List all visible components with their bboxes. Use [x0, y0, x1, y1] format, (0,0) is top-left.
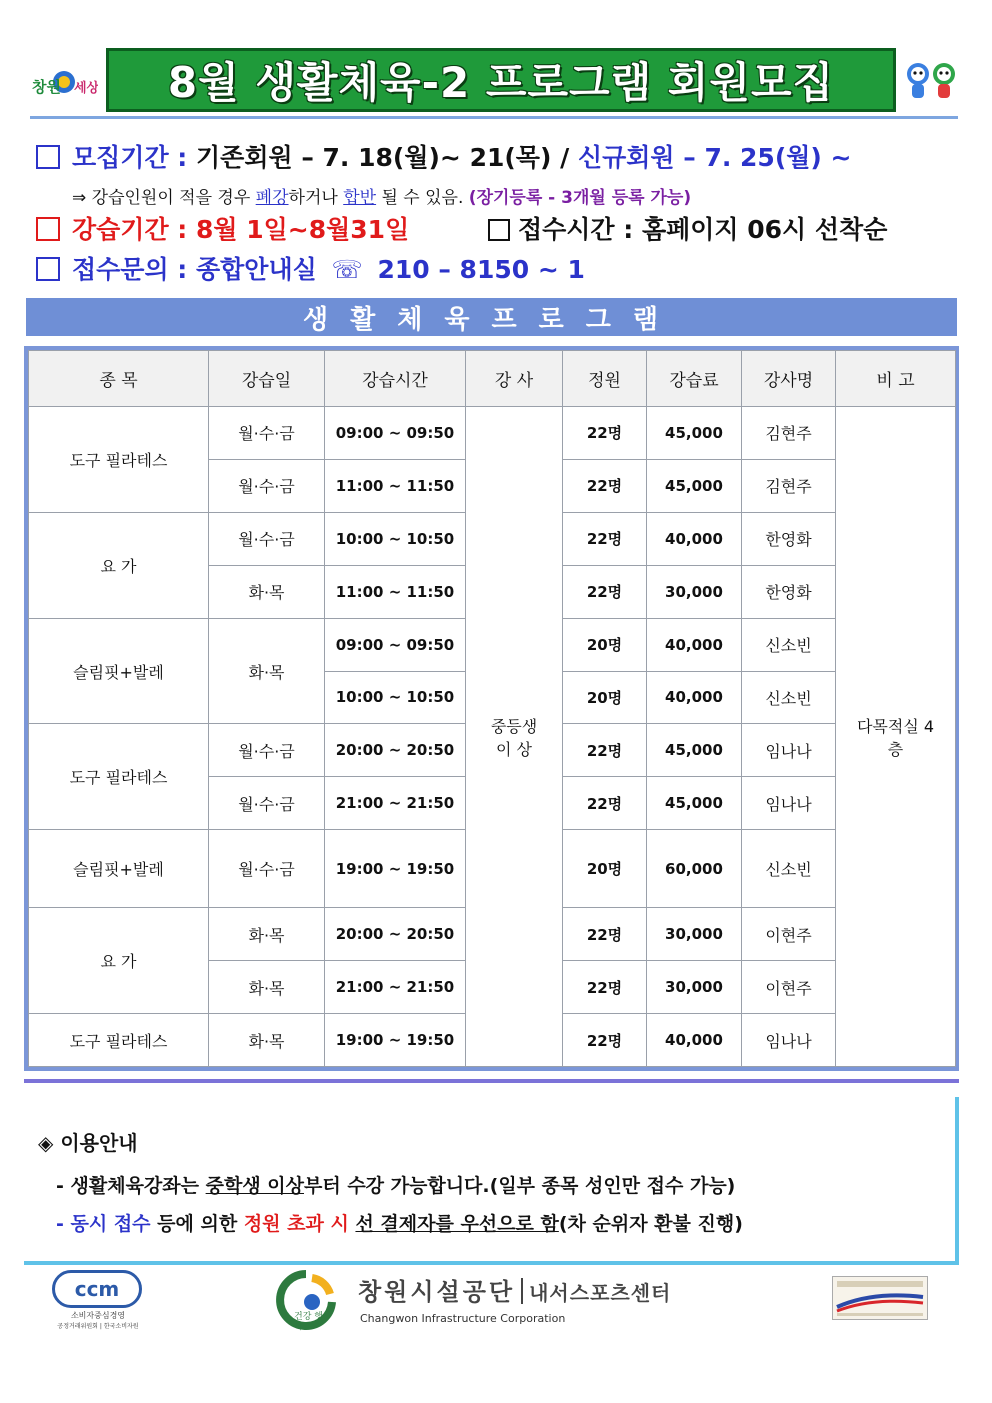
- teacher-cell: 신소빈: [742, 618, 836, 671]
- teacher-cell: 김현주: [742, 407, 836, 460]
- day-cell: 월·수·금: [209, 512, 325, 565]
- checkbox-square-icon: [36, 257, 60, 281]
- sport-name: 도구 필라테스: [29, 724, 209, 830]
- ccm-logo: [48, 1268, 148, 1330]
- org-name: 창원시설공단: [358, 1278, 516, 1306]
- checkbox-square-icon: [36, 217, 60, 241]
- notice-l1-b: 중학생 이상: [205, 1175, 304, 1197]
- ccm-subtitle-2: 공정거래위원회 | 한국소비자원: [57, 1323, 139, 1330]
- day-cell: 월·수·금: [209, 830, 325, 908]
- capacity-cell: 22명: [563, 908, 647, 961]
- checkbox-square-icon: [488, 219, 510, 241]
- teacher-cell: 이현주: [742, 961, 836, 1014]
- teacher-cell: 신소빈: [742, 671, 836, 724]
- header-instructor: 강 사: [466, 351, 563, 407]
- capacity-cell: 22명: [563, 459, 647, 512]
- fee-cell: 45,000: [647, 459, 742, 512]
- notice-l1-c: 부터 수강 가능합니다.(일부 종목 성인만 접수 가능): [304, 1175, 736, 1197]
- time-cell: 20:00 ~ 20:50: [325, 908, 466, 961]
- inquiry-line: [36, 250, 585, 286]
- table-row: [29, 407, 956, 460]
- time-cell: 10:00 ~ 10:50: [325, 512, 466, 565]
- existing-members: 기존회원 – 7. 18(월)~ 21(목) /: [196, 143, 570, 172]
- capacity-cell: 20명: [563, 618, 647, 671]
- time-cell: 11:00 ~ 11:50: [325, 565, 466, 618]
- sport-name: 슬림핏+발레: [29, 618, 209, 724]
- fee-cell: 45,000: [647, 407, 742, 460]
- fee-cell: 30,000: [647, 908, 742, 961]
- fee-cell: 40,000: [647, 618, 742, 671]
- note-suffix: 될 수 있음.: [381, 188, 464, 208]
- cw-tag: 건강 행복: [294, 1312, 323, 1332]
- ccm-mark: ccm: [52, 1270, 142, 1308]
- new-members: 신규회원 – 7. 25(월) ~: [577, 143, 852, 172]
- org-separator: [521, 1278, 523, 1304]
- note-mid: 하거나: [288, 188, 338, 208]
- sport-name: 요 가: [29, 908, 209, 1014]
- day-cell: 화·목: [209, 908, 325, 961]
- header-remark: 비 고: [836, 351, 956, 407]
- time-cell: 19:00 ~ 19:50: [325, 1014, 466, 1067]
- mascot-icon: [904, 52, 960, 110]
- note-close: 폐강: [255, 188, 289, 208]
- program-section-bar: [26, 298, 957, 336]
- time-cell: 09:00 ~ 09:50: [325, 618, 466, 671]
- capacity-cell: 22명: [563, 724, 647, 777]
- note-long-term: (장기등록 - 3개월 등록 가능): [468, 188, 692, 208]
- instructor-cell: [466, 407, 563, 1067]
- header-capacity: 정원: [563, 351, 647, 407]
- day-cell: 월·수·금: [209, 459, 325, 512]
- notice-l2-b: 등에 의한: [157, 1213, 238, 1235]
- notice-line-1: [56, 1171, 735, 1198]
- certification-badge-icon: [832, 1276, 928, 1320]
- ccm-subtitle: [48, 1310, 148, 1330]
- capacity-cell: 22명: [563, 777, 647, 830]
- teacher-cell: 한영화: [742, 565, 836, 618]
- period-line: [36, 210, 887, 246]
- note-prefix: ⇒ 강습인원이 적을 경우: [72, 188, 251, 208]
- notice-l1-a: - 생활체육강좌는: [56, 1175, 199, 1197]
- time-cell: 11:00 ~ 11:50: [325, 459, 466, 512]
- note-line: [72, 183, 691, 208]
- sport-name: 요 가: [29, 512, 209, 618]
- center-name: 내서스포츠센터: [529, 1281, 672, 1305]
- notice-l2-d: 선 결제자를 우선으로 함: [355, 1213, 559, 1235]
- capacity-cell: 22명: [563, 1014, 647, 1067]
- time-cell: 19:00 ~ 19:50: [325, 830, 466, 908]
- organization-english-name: Changwon Infrastructure Corporation: [360, 1312, 566, 1325]
- table-header-row: [29, 351, 956, 407]
- checkbox-square-icon: [36, 145, 60, 169]
- fee-cell: 30,000: [647, 565, 742, 618]
- header-time: 강습시간: [325, 351, 466, 407]
- ccm-subtitle-1: 소비자중심경영: [70, 1311, 126, 1320]
- fee-cell: 40,000: [647, 512, 742, 565]
- phone-number: 210 – 8150 ~ 1: [377, 255, 585, 284]
- sport-name: 도구 필라테스: [29, 1014, 209, 1067]
- header-teacher: 강사명: [742, 351, 836, 407]
- instructor-note: 중등생 이 상: [490, 716, 538, 759]
- notice-title: ◈ 이용안내: [38, 1131, 138, 1155]
- day-cell: 월·수·금: [209, 407, 325, 460]
- teacher-cell: 임나나: [742, 777, 836, 830]
- fee-cell: 30,000: [647, 961, 742, 1014]
- program-table: [24, 346, 959, 1071]
- day-cell: 화·목: [209, 1014, 325, 1067]
- header-divider: [30, 116, 958, 119]
- teacher-cell: 신소빈: [742, 830, 836, 908]
- capacity-cell: 22명: [563, 512, 647, 565]
- header: [30, 44, 958, 120]
- capacity-cell: 20명: [563, 671, 647, 724]
- header-sport: 종 목: [29, 351, 209, 407]
- teacher-cell: 한영화: [742, 512, 836, 565]
- fee-cell: 45,000: [647, 777, 742, 830]
- capacity-cell: 22명: [563, 565, 647, 618]
- svg-text:창원: 창원: [32, 78, 61, 96]
- organization-name: [358, 1272, 671, 1307]
- fee-cell: 60,000: [647, 830, 742, 908]
- recruit-period-line: [36, 138, 851, 174]
- remark-text: 다목적실 4층: [856, 716, 935, 759]
- capacity-cell: 20명: [563, 830, 647, 908]
- remark-cell: [836, 407, 956, 1067]
- title-banner: [106, 48, 896, 112]
- time-cell: 21:00 ~ 21:50: [325, 961, 466, 1014]
- notice-line-2: [56, 1209, 743, 1236]
- inquiry-label: 접수문의 : 종합안내실: [72, 255, 317, 284]
- changwon-world-logo: [30, 52, 98, 110]
- note-merge: 합반: [343, 188, 377, 208]
- capacity-cell: 22명: [563, 407, 647, 460]
- teacher-cell: 김현주: [742, 459, 836, 512]
- time-cell: 09:00 ~ 09:50: [325, 407, 466, 460]
- changwon-corporation-logo-icon: [266, 1268, 346, 1332]
- table-bottom-divider: [24, 1079, 959, 1083]
- recruit-label: 모집기간 :: [72, 143, 188, 172]
- sport-name: 도구 필라테스: [29, 407, 209, 513]
- reception-time: 접수시간 : 홈페이지 06시 선착순: [517, 215, 888, 244]
- time-cell: 21:00 ~ 21:50: [325, 777, 466, 830]
- usage-notice: [24, 1097, 959, 1265]
- day-cell: 월·수·금: [209, 724, 325, 777]
- day-cell: 화·목: [209, 961, 325, 1014]
- fee-cell: 40,000: [647, 671, 742, 724]
- fee-cell: 40,000: [647, 1014, 742, 1067]
- lesson-period: 강습기간 : 8월 1일~8월31일: [72, 215, 410, 244]
- teacher-cell: 이현주: [742, 908, 836, 961]
- program-title: 생활체육프로그램: [303, 304, 680, 335]
- time-cell: 10:00 ~ 10:50: [325, 671, 466, 724]
- footer: [0, 1268, 992, 1338]
- day-cell: 화·목: [209, 618, 325, 724]
- teacher-cell: 임나나: [742, 724, 836, 777]
- fee-cell: 45,000: [647, 724, 742, 777]
- sport-name: 슬림핏+발레: [29, 830, 209, 908]
- notice-l2-a: - 동시 접수: [56, 1213, 151, 1235]
- page-title: 8월 생활체육-2 프로그램 회원모집: [167, 58, 835, 107]
- phone-icon: ☏: [331, 255, 363, 284]
- day-cell: 화·목: [209, 565, 325, 618]
- svg-text:세상: 세상: [74, 81, 98, 96]
- header-day: 강습일: [209, 351, 325, 407]
- teacher-cell: 임나나: [742, 1014, 836, 1067]
- notice-l2-c: 정원 초과 시: [243, 1213, 349, 1235]
- time-cell: 20:00 ~ 20:50: [325, 724, 466, 777]
- capacity-cell: 22명: [563, 961, 647, 1014]
- header-fee: 강습료: [647, 351, 742, 407]
- day-cell: 월·수·금: [209, 777, 325, 830]
- notice-l2-e: (차 순위자 환불 진행): [558, 1213, 743, 1235]
